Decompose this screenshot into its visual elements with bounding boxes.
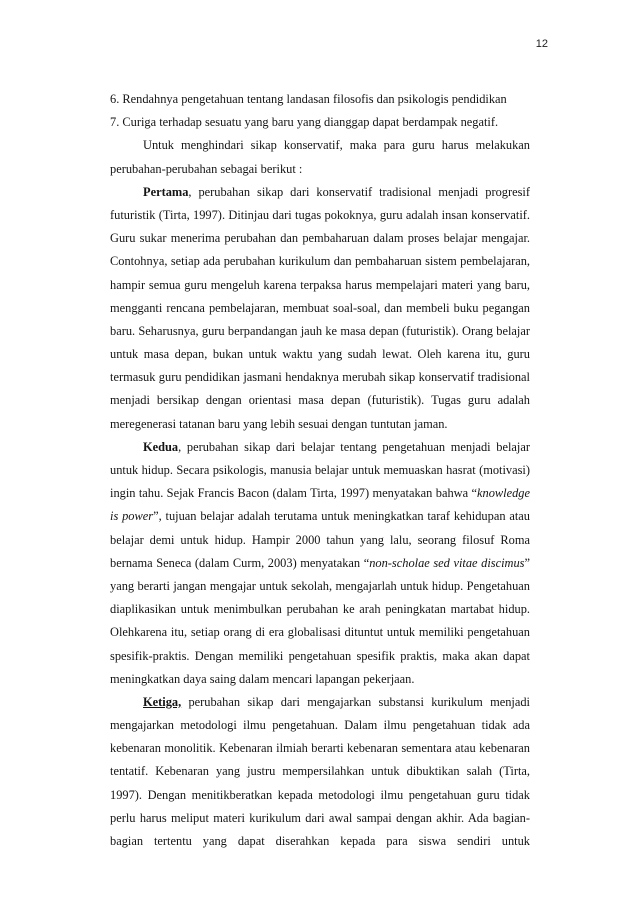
text-segment: menjadi bersikap dengan orientasi masa depan (futuristik). Tugas guru adalah bbox=[110, 393, 530, 408]
text-line bbox=[110, 389, 530, 412]
text-line bbox=[110, 250, 530, 273]
text-line bbox=[110, 227, 530, 250]
bold-text: Ketiga, bbox=[143, 694, 182, 709]
bold-text: Kedua bbox=[143, 439, 179, 454]
text-segment: perlu harus meliput materi kurikulum dari awal sampai dengan akhir. Ada bagian- bbox=[110, 810, 530, 825]
text-segment: 1997). Dengan menitikberatkan kepada metodologi ilmu pengetahuan guru tidak bbox=[110, 787, 530, 802]
text-segment: Guru sukar menerima perubahan dan pembaharuan dalam proses belajar mengajar. bbox=[110, 231, 530, 246]
text-line bbox=[110, 760, 530, 783]
text-line bbox=[110, 320, 530, 343]
text-segment: tentatif. Kebenaran yang justru mempersilahkan untuk dibuktikan salah (Tirta, bbox=[110, 764, 530, 779]
text-line bbox=[110, 621, 530, 644]
text-line bbox=[110, 88, 530, 111]
text-segment: termasuk guru pendidikan jasmani hendaknya merubah sikap konservatif tradisional bbox=[110, 370, 530, 385]
text-line bbox=[110, 459, 530, 482]
text-line bbox=[110, 784, 530, 807]
text-segment: , perubahan sikap dari belajar tentang pengetahuan menjadi belajar bbox=[178, 439, 530, 454]
text-segment: yang berarti jangan mengajar untuk sekolah, mengajarlah untuk hidup. Pengetahuan bbox=[110, 578, 530, 593]
text-segment: 6. Rendahnya pengetahuan tentang landasan filosofis dan psikologis pendidikan bbox=[110, 92, 507, 106]
text-segment: Contohnya, setiap ada perubahan kurikulum dan pembaharuan sistem pembelajaran, bbox=[110, 254, 530, 269]
text-segment: futuristik (Tirta, 1997). Ditinjau dari tugas pokoknya, guru adalah insan konservatif. bbox=[110, 207, 530, 222]
text-line bbox=[110, 134, 530, 157]
text-line bbox=[110, 645, 530, 668]
text-segment: spesifik-praktis. Dengan memiliki pengetahuan spesifik praktis, maka akan dapat bbox=[110, 648, 530, 663]
text-line bbox=[110, 297, 530, 320]
text-line bbox=[110, 830, 530, 853]
text-line bbox=[110, 274, 530, 297]
italic-text: is power bbox=[110, 509, 154, 524]
text-segment: diaplikasikan untuk menimbulkan perubahan ke arah peningkatan martabat hidup. bbox=[110, 602, 530, 617]
text-line bbox=[110, 529, 530, 552]
text-segment: bernama Seneca (dalam Curm, 2003) menyatakan “ bbox=[110, 555, 370, 570]
text-segment: untuk hidup. Secara psikologis, manusia belajar untuk memuaskan hasrat (motivasi) bbox=[110, 463, 530, 477]
page-number: 12 bbox=[535, 38, 548, 50]
text-segment: ”, tujuan belajar adalah terutama untuk meningkatkan taraf kehidupan atau bbox=[153, 509, 530, 524]
text-segment: baru. Seharusnya, guru berpandangan jauh ke masa depan (futuristik). Orang belajar bbox=[110, 323, 530, 338]
text-line bbox=[110, 366, 530, 389]
bold-text: Pertama bbox=[143, 184, 189, 199]
text-segment: Olehkarena itu, setiap orang di era globalisasi dituntut untuk memiliki pengetahuan bbox=[110, 625, 530, 640]
text-segment: mengganti rencana pembelajaran, membuat soal-soal, dan membeli buku pegangan bbox=[110, 300, 530, 315]
text-line bbox=[110, 807, 530, 830]
text-segment: 7. Curiga terhadap sesuatu yang baru yang dianggap dapat berdampak negatif. bbox=[110, 115, 499, 130]
italic-text: knowledge bbox=[477, 486, 530, 501]
text-segment: ingin tahu. Sejak Francis Bacon (dalam Tirta, 1997) menyatakan bahwa “ bbox=[110, 486, 477, 501]
text-segment: meningkatkan daya saing dalam mencari lapangan pekerjaan. bbox=[110, 671, 415, 686]
text-line bbox=[110, 482, 530, 505]
text-line bbox=[110, 668, 530, 691]
text-segment: ” bbox=[524, 555, 530, 570]
text-line bbox=[110, 436, 530, 459]
text-segment: perubahan sikap dari mengajarkan substansi kurikulum menjadi bbox=[181, 694, 530, 709]
text-line bbox=[110, 181, 530, 204]
text-segment: mengajarkan metodologi ilmu pengetahuan. Dalam ilmu pengetahuan tidak ada bbox=[110, 718, 530, 733]
text-line bbox=[110, 204, 530, 227]
text-segment: hampir semua guru mengeluh karena terpaksa harus mempelajari materi yang baru, bbox=[110, 277, 530, 292]
text-line bbox=[110, 691, 530, 714]
text-segment: meregenerasi tatanan baru yang lebih sesuai dengan tuntutan jaman. bbox=[110, 416, 448, 431]
text-segment: kebenaran monolitik. Kebenaran ilmiah berarti kebenaran sementara atau kebenaran bbox=[110, 741, 530, 756]
text-segment: perubahan-perubahan sebagai berikut : bbox=[110, 161, 303, 176]
text-line bbox=[110, 343, 530, 366]
body-text bbox=[110, 88, 530, 853]
text-line bbox=[110, 575, 530, 598]
text-segment: belajar demi untuk hidup. Hampir 2000 tahun yang lalu, seorang filosuf Roma bbox=[110, 532, 530, 547]
text-segment: bagian tertentu yang dapat diserahkan kepada para siswa sendiri untuk bbox=[110, 834, 530, 848]
text-segment: , perubahan sikap dari konservatif tradisional menjadi progresif bbox=[188, 184, 530, 199]
text-segment: Untuk menghindari sikap konservatif, maka para guru harus melakukan bbox=[143, 138, 530, 153]
text-line bbox=[110, 505, 530, 528]
text-line bbox=[110, 158, 530, 181]
italic-text: non-scholae sed vitae discimus bbox=[369, 555, 525, 570]
text-line bbox=[110, 413, 530, 436]
text-line bbox=[110, 714, 530, 737]
text-line bbox=[110, 737, 530, 760]
text-line bbox=[110, 111, 530, 134]
text-line bbox=[110, 598, 530, 621]
text-line bbox=[110, 552, 530, 575]
text-segment: untuk masa depan, bukan untuk waktu yang sudah lewat. Oleh karena itu, guru bbox=[110, 347, 530, 362]
